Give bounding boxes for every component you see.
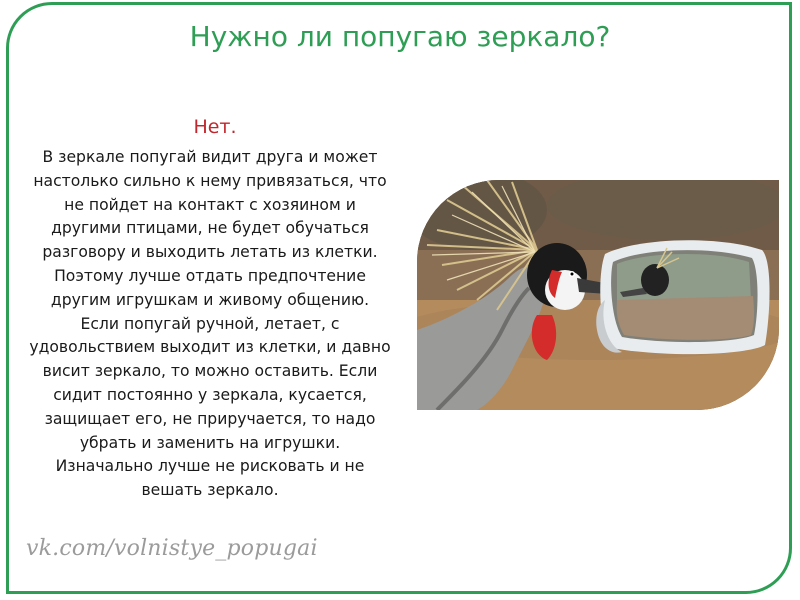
body-line: разговору и выходить летать из клетки. [42,243,378,262]
slide-title: Нужно ли попугаю зеркало? [189,20,611,53]
body-line: не пойдет на контакт с хозяином и [64,195,356,214]
answer-heading: Нет. [193,116,237,138]
body-line: сидит постоянно у зеркала, кусается, [53,385,367,404]
body-line: настолько сильно к нему привязаться, что [33,171,387,190]
body-line: другими птицами, не будет обучаться [51,219,369,238]
body-line: Изначально лучше не рисковать и не [55,457,365,476]
body-line: убрать и заменить на игрушки. [79,433,341,452]
body-line: Если попугай ручной, летает, с [80,314,340,333]
crane-mirror-photo [417,180,779,410]
body-line: В зеркале попугай видит друга и может [42,148,378,166]
watermark-text: vk.com/volnistye_popugai [26,536,318,561]
body-line: другим игрушкам и живому общению. [50,290,370,309]
body-line: защищает его, не приручается, то надо [44,409,376,428]
body-line: висит зеркало, то можно оставить. Если [42,362,378,381]
body-paragraph [10,146,410,503]
body-line: Поэтому лучше отдать предпочтение [54,266,366,285]
body-line: вешать зеркало. [141,481,279,500]
body-line: удовольствием выходит из клетки, и давно [29,338,391,357]
